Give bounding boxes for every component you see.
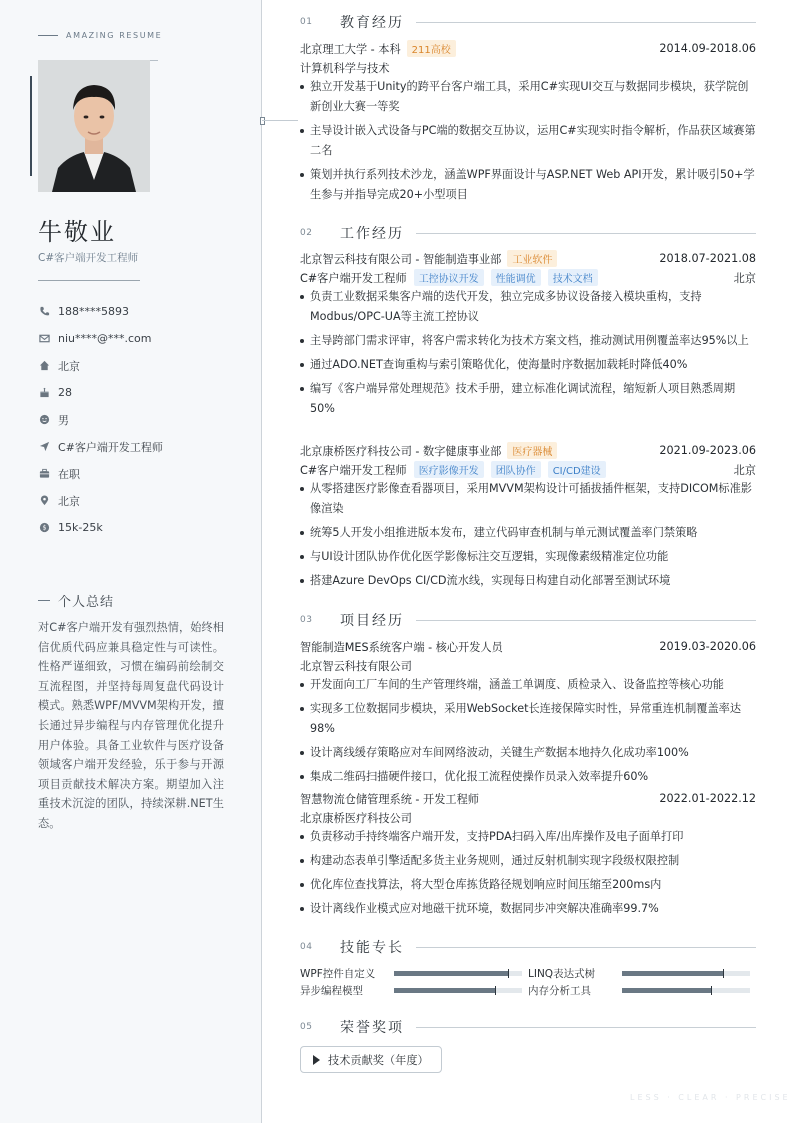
section-number: 01: [300, 17, 313, 27]
brand-text: AMAZING RESUME: [66, 31, 163, 40]
section-number: 04: [300, 942, 313, 952]
mail-icon: [38, 333, 50, 345]
company-name: 北京康桥医疗科技公司 - 数字健康事业部: [300, 444, 502, 458]
face-icon: [38, 414, 50, 426]
project-name: 智能制造MES系统客户端 - 核心开发人员: [300, 640, 503, 654]
skill-item: [300, 966, 528, 981]
list-item: 实现多工位数据同步模块，采用WebSocket长连接保障实时性，异常重连机制覆盖率达98%: [300, 699, 756, 739]
contact-location: [38, 487, 238, 514]
list-item: 编写《客户端异常处理规范》技术手册，建立标准化调试流程，缩短新人项目熟悉周期50%: [300, 379, 756, 419]
job-header: [300, 249, 756, 268]
project-bullets: [300, 675, 756, 787]
section-title: 工作经历: [340, 226, 404, 242]
education-major-row: [300, 58, 756, 77]
job-date: 2021.09-2023.06: [659, 444, 756, 457]
section-projects: [300, 610, 756, 630]
skill-tag: CI/CD建设: [548, 461, 606, 478]
list-item: 负责工业数据采集客户端的迭代开发，独立完成多协议设备接入模块重构，支持Modbus/OPC-UA等主流工控协议: [300, 287, 756, 327]
section-work: [300, 223, 756, 243]
skill-name: 异步编程模型: [300, 985, 363, 997]
list-item: 集成二维码扫描硬件接口，优化报工流程使操作员录入效率提升60%: [300, 767, 756, 787]
skill-tag: 医疗影像开发: [414, 461, 484, 478]
industry-tag: 工业软件: [507, 250, 557, 267]
list-item: 统筹5人开发小组推进版本发布，建立代码审查机制与单元测试覆盖率门禁策略: [300, 523, 756, 543]
skill-bar: [394, 988, 522, 993]
job-role: C#客户端开发工程师: [300, 271, 407, 285]
skill-tag: 团队协作: [491, 461, 541, 478]
skill-name: 内存分析工具: [528, 985, 591, 997]
section-title: 荣誉奖项: [340, 1020, 404, 1036]
project-date: 2022.01-2022.12: [659, 792, 756, 805]
section-rule: [416, 233, 756, 234]
section-number: 03: [300, 615, 313, 625]
brand: [38, 31, 162, 40]
email-value: niu****@***.com: [58, 332, 152, 345]
contact-position: [38, 433, 238, 460]
section-title: 技能专长: [340, 940, 404, 956]
skill-name: LINQ表达式树: [528, 968, 596, 980]
status-value: 在职: [58, 467, 80, 481]
job-date: 2018.07-2021.08: [659, 252, 756, 265]
skills-list: [300, 965, 756, 999]
contact-status: [38, 460, 238, 487]
phone-value: 188****5893: [58, 305, 129, 318]
name-divider: [38, 280, 140, 281]
contact-age: [38, 379, 238, 406]
industry-tag: 医疗器械: [507, 442, 557, 459]
summary-title: 个人总结: [58, 595, 115, 610]
job-city: 北京: [733, 271, 756, 285]
timeline-marker: [260, 117, 265, 125]
section-title: 项目经历: [340, 613, 404, 629]
school-tag: 211高校: [407, 40, 456, 57]
section-number: 02: [300, 228, 313, 238]
project-company-row: [300, 808, 756, 827]
project-header: [300, 789, 756, 808]
skill-item: [528, 966, 756, 981]
major: 计算机科学与技术: [300, 61, 390, 75]
salary-icon: [38, 522, 50, 534]
section-education: [300, 12, 756, 32]
avatar: [38, 60, 150, 192]
summary-text: 对C#客户端开发有强烈热情，始终相信优质代码应兼具稳定性与可读性。性格严谨细致，习惯在编码前绘制交互流程图，并坚持每周复盘代码设计模式。熟悉WPF/MVVM架构开发，擅长通过异步编程与内存管理优化提升用户体验。具备工业软件与医疗设备领域客户端开发经验，乐于参与开源项目贡献技术解决方案。期望加入注重技术沉淀的团队，持续深耕.NET生态。: [38, 621, 224, 830]
list-item: 主导跨部门需求评审，将客户需求转化为技术方案文档，推动测试用例覆盖率达95%以上: [300, 331, 756, 351]
contact-email: [38, 325, 238, 352]
section-number: 05: [300, 1022, 313, 1032]
gender-value: 男: [58, 413, 69, 427]
section-rule: [416, 947, 756, 948]
svg-text:$: $: [41, 523, 47, 532]
summary-heading: [38, 591, 114, 610]
location-value: 北京: [58, 494, 80, 508]
cake-icon: [38, 387, 50, 399]
project-company: 北京康桥医疗科技公司: [300, 811, 412, 825]
list-item: 设计离线缓存策略应对车间网络波动，关键生产数据本地持久化成功率100%: [300, 743, 756, 763]
person-title: C#客户端开发工程师: [38, 252, 139, 264]
summary-dash: [38, 600, 50, 601]
contact-salary: [38, 514, 238, 541]
skill-bar: [622, 971, 750, 976]
skill-bar: [394, 971, 522, 976]
project-entry: [300, 789, 756, 923]
job-role-row: [300, 460, 756, 479]
project-bullets: [300, 827, 756, 919]
list-item: 优化库位查找算法，将大型仓库拣货路径规划响应时间压缩至200ms内: [300, 875, 756, 895]
age-value: 28: [58, 386, 72, 399]
send-icon: [38, 441, 50, 453]
list-item: 设计离线作业模式应对地磁干扰环境，数据同步冲突解决准确率99.7%: [300, 899, 756, 919]
skill-item: [528, 983, 756, 998]
list-item: 从零搭建医疗影像查看器项目，采用MVVM架构设计可插拔插件框架，支持DICOM标准影像渲染: [300, 479, 756, 519]
timeline-connector: [262, 120, 298, 121]
skill-bar-tick: [495, 986, 496, 995]
section-skills: [300, 937, 756, 957]
list-item: 通过ADO.NET查询重构与索引策略优化，使海量时序数据加载耗时降低40%: [300, 355, 756, 375]
brand-line: [38, 35, 58, 36]
avatar-illustration: [38, 60, 150, 192]
position-value: C#客户端开发工程师: [58, 440, 163, 454]
skill-bar-tick: [508, 969, 509, 978]
award-name: 技术贡献奖（年度）: [328, 1053, 429, 1067]
job-city: 北京: [733, 463, 756, 477]
phone-icon: [38, 306, 50, 318]
person-name: 牛敬业: [38, 218, 116, 246]
briefcase-icon: [38, 468, 50, 480]
job-bullets: [300, 287, 756, 419]
play-icon: [313, 1055, 320, 1065]
project-name: 智慧物流仓储管理系统 - 开发工程师: [300, 792, 479, 806]
photo-accent-bar: [30, 76, 32, 176]
city-value: 北京: [58, 359, 80, 373]
job-role-row: [300, 268, 756, 287]
job-entry: [300, 441, 756, 595]
contact-phone: [38, 298, 238, 325]
project-date: 2019.03-2020.06: [659, 640, 756, 653]
education-bullets: [300, 77, 756, 205]
contact-list: [38, 298, 238, 541]
salary-value: 15k-25k: [58, 521, 103, 534]
job-header: [300, 441, 756, 460]
list-item: 策划并执行系列技术沙龙，涵盖WPF界面设计与ASP.NET Web API开发，累计吸引50+学生参与并指导完成20+小型项目: [300, 165, 756, 205]
skill-bar-fill: [394, 988, 496, 993]
skill-bar-tick: [711, 986, 712, 995]
list-item: 与UI设计团队协作优化医学影像标注交互逻辑，实现像素级精准定位功能: [300, 547, 756, 567]
list-item: 负责移动手持终端客户端开发，支持PDA扫码入库/出库操作及电子面单打印: [300, 827, 756, 847]
job-role: C#客户端开发工程师: [300, 463, 407, 477]
project-header: [300, 637, 756, 656]
skill-tag: 工控协议开发: [414, 269, 484, 286]
skill-bar: [622, 988, 750, 993]
skill-row: [300, 965, 756, 982]
project-entry: [300, 637, 756, 791]
skill-item: [300, 983, 528, 998]
job-entry: [300, 249, 756, 423]
skill-bar-fill: [394, 971, 509, 976]
list-item: 独立开发基于Unity的跨平台客户端工具，采用C#实现UI交互与数据同步模块，获学院创新创业大赛一等奖: [300, 77, 756, 117]
company-name: 北京智云科技有限公司 - 智能制造事业部: [300, 252, 502, 266]
footer-motto: LESS · CLEAR · PRECISE: [630, 1093, 791, 1102]
list-item: 构建动态表单引擎适配多货主业务规则，通过反射机制实现字段级权限控制: [300, 851, 756, 871]
skill-bar-fill: [622, 971, 724, 976]
project-company: 北京智云科技有限公司: [300, 659, 412, 673]
education-header: [300, 39, 756, 58]
skill-tag: 性能调优: [491, 269, 541, 286]
home-icon: [38, 360, 50, 372]
contact-gender: [38, 406, 238, 433]
location-icon: [38, 495, 50, 507]
section-title: 教育经历: [340, 15, 404, 31]
job-bullets: [300, 479, 756, 591]
skill-bar-fill: [622, 988, 712, 993]
school-name: 北京理工大学 - 本科: [300, 42, 401, 56]
education-date: 2014.09-2018.06: [659, 42, 756, 55]
list-item: 主导设计嵌入式设备与PC端的数据交互协议，运用C#实现实时指令解析，作品获区域赛第二名: [300, 121, 756, 161]
list-item: 开发面向工厂车间的生产管理终端，涵盖工单调度、质检录入、设备监控等核心功能: [300, 675, 756, 695]
contact-city: [38, 352, 238, 379]
section-rule: [416, 1027, 756, 1028]
award-item[interactable]: [300, 1046, 442, 1073]
section-honors: [300, 1017, 756, 1037]
section-rule: [416, 22, 756, 23]
project-company-row: [300, 656, 756, 675]
sidebar: [0, 0, 262, 1123]
section-rule: [416, 620, 756, 621]
skill-name: WPF控件自定义: [300, 968, 376, 980]
skill-bar-tick: [723, 969, 724, 978]
list-item: 搭建Azure DevOps CI/CD流水线，实现每日构建自动化部署至测试环境: [300, 571, 756, 591]
profile-photo: [38, 60, 150, 192]
skill-row: [300, 982, 756, 999]
education-entry: [300, 39, 756, 209]
skill-tag: 技术文档: [548, 269, 598, 286]
